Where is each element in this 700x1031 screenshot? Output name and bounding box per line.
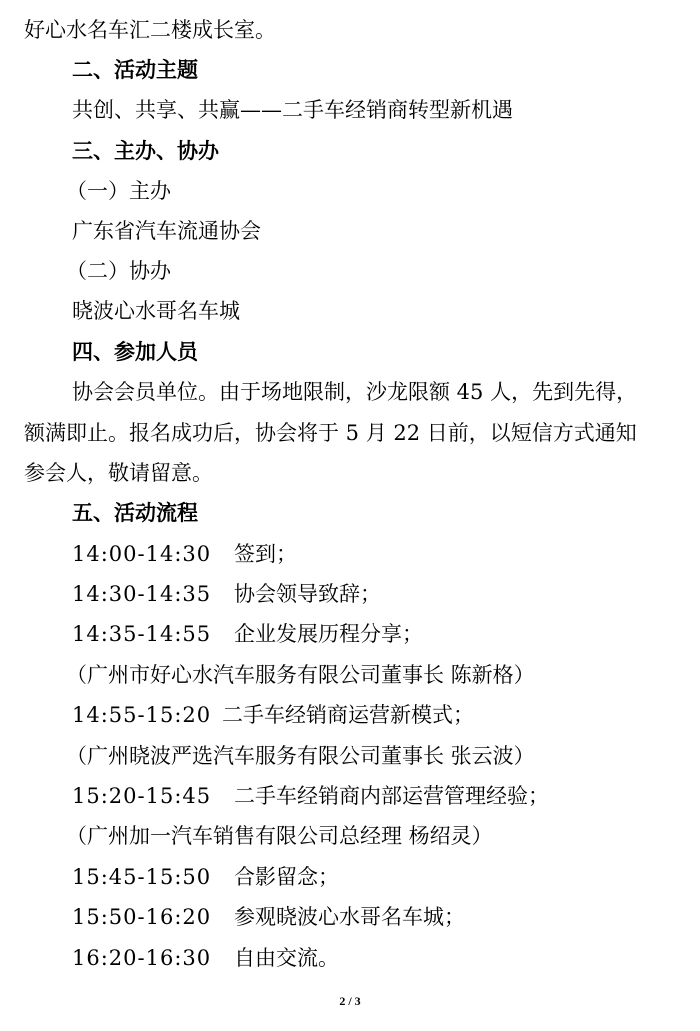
- schedule-item: 协会领导致辞；: [234, 582, 381, 606]
- schedule-time: 15:50-16:20: [72, 905, 212, 929]
- schedule-speaker-note: （广州加一汽车销售有限公司总经理 杨绍灵）: [66, 824, 493, 848]
- schedule-time: 15:45-15:50: [72, 865, 212, 889]
- schedule-row: [72, 700, 474, 730]
- section-2-heading: 二、活动主题: [72, 58, 198, 82]
- schedule-row: [72, 781, 549, 811]
- schedule-row: [72, 619, 423, 649]
- section-4-body-line-1: 协会会员单位。由于场地限制，沙龙限额 45 人，先到先得，: [72, 380, 638, 404]
- schedule-item: 合影留念；: [234, 865, 339, 889]
- schedule-item: 参观晓波心水哥名车城；: [234, 905, 465, 929]
- schedule-time: 14:30-14:35: [72, 582, 212, 606]
- section-4-body-line-2: 额满即止。报名成功后，协会将于 5 月 22 日前，以短信方式通知: [24, 421, 637, 445]
- section-3-sub-1-body: 广东省汽车流通协会: [72, 219, 261, 243]
- intro-tail-text: 好心水名车汇二楼成长室。: [24, 18, 276, 42]
- section-5-heading: 五、活动流程: [72, 501, 198, 525]
- section-3-sub-2-body: 晓波心水哥名车城: [72, 299, 240, 323]
- schedule-item: 二手车经销商运营新模式；: [222, 703, 474, 727]
- schedule-time: 14:35-14:55: [72, 622, 212, 646]
- schedule-item: 企业发展历程分享；: [234, 622, 423, 646]
- schedule-speaker-note: （广州市好心水汽车服务有限公司董事长 陈新格）: [66, 663, 535, 687]
- page-number: 2 / 3: [339, 994, 361, 1008]
- section-4-body-line-3: 参会人，敬请留意。: [24, 461, 213, 485]
- section-3-sub-1: （一）主办: [66, 179, 171, 203]
- schedule-row: [72, 539, 297, 569]
- schedule-row: [72, 943, 339, 973]
- section-4-heading: 四、参加人员: [72, 340, 198, 364]
- section-3-sub-2: （二）协办: [66, 259, 171, 283]
- schedule-time: 14:55-15:20: [72, 703, 212, 727]
- schedule-row: [72, 579, 381, 609]
- schedule-time: 16:20-16:30: [72, 946, 212, 970]
- schedule-speaker-note: （广州晓波严选汽车服务有限公司董事长 张云波）: [66, 744, 535, 768]
- section-2-body: 共创、共享、共赢——二手车经销商转型新机遇: [72, 98, 513, 122]
- schedule-item: 签到；: [234, 542, 297, 566]
- schedule-item: 二手车经销商内部运营管理经验；: [234, 784, 549, 808]
- section-3-heading: 三、主办、协办: [72, 139, 219, 163]
- schedule-row: [72, 862, 339, 892]
- schedule-row: [72, 902, 465, 932]
- schedule-item: 自由交流。: [234, 946, 339, 970]
- schedule-time: 14:00-14:30: [72, 542, 212, 566]
- schedule-time: 15:20-15:45: [72, 784, 212, 808]
